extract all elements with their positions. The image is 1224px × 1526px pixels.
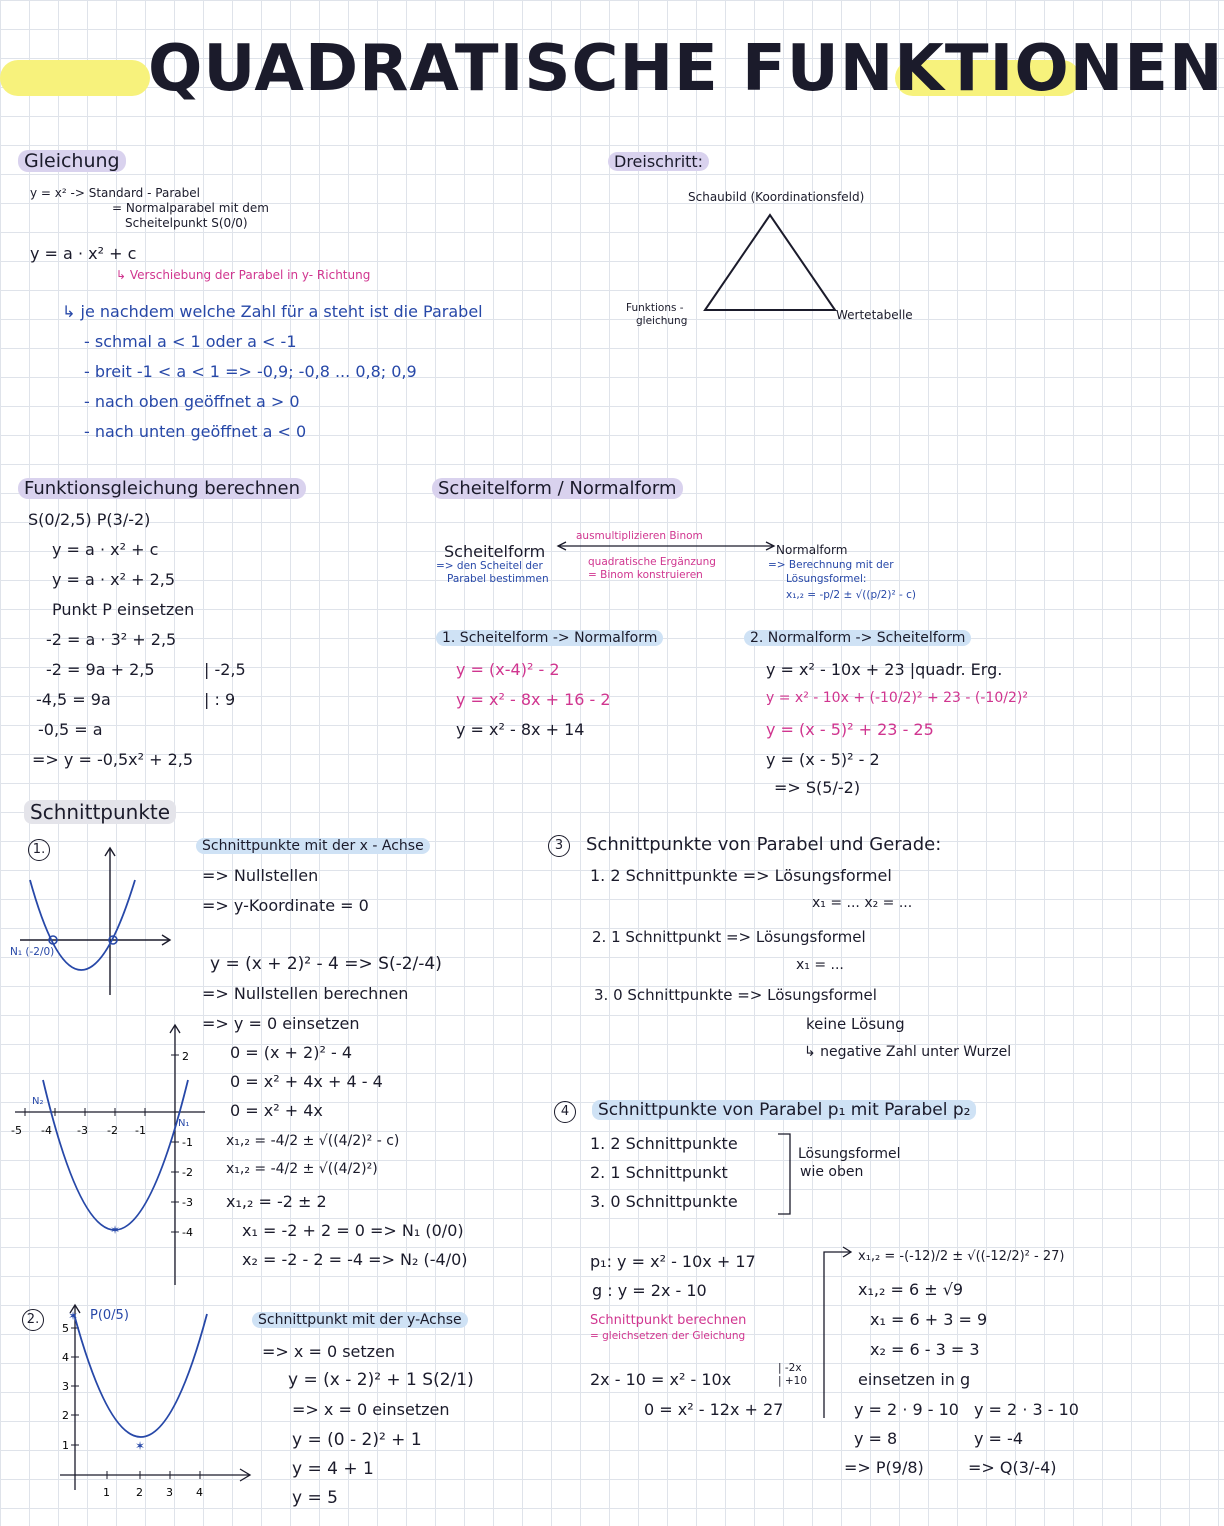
sf-step2-heading: 2. Normalform -> Scheitelform: [744, 630, 971, 646]
svg-text:-3: -3: [77, 1124, 88, 1137]
svg-text:4: 4: [62, 1351, 69, 1364]
gerade-line: 2. 1 Schnittpunkt => Lösungsformel: [592, 928, 866, 946]
gerade-line: x₁ = ...: [796, 957, 844, 973]
xa-line: x₂ = -2 - 2 = -4 => N₂ (-4/0): [242, 1250, 468, 1269]
ya-line: => x = 0 einsetzen: [292, 1400, 450, 1419]
svg-text:✶: ✶: [110, 1223, 121, 1237]
xa-line: x₁,₂ = -2 ± 2: [226, 1192, 327, 1211]
graph-parabola-3: [50, 1300, 260, 1500]
sf-arrow-mid: quadratische Ergänzung: [588, 556, 716, 568]
sf-right: Lösungsformel:: [786, 573, 867, 585]
xachse-heading: Schnittpunkte mit der x - Achse: [196, 838, 430, 854]
svg-text:-2: -2: [182, 1166, 193, 1179]
xa-line: y = (x + 2)² - 4 => S(-2/-4): [210, 954, 442, 974]
parabel-result: x₁ = 6 + 3 = 9: [870, 1310, 988, 1329]
parabel-eq: 2x - 10 = x² - 10x: [590, 1370, 732, 1389]
sf-arrows: [556, 540, 776, 556]
gleichung-line: ↳ Verschiebung der Parabel in y- Richtung: [116, 268, 371, 282]
gleichung-heading: Gleichung: [18, 150, 126, 172]
fg-line: -0,5 = a: [38, 720, 103, 739]
fg-line: y = a · x² + c: [52, 540, 159, 559]
sf-arrow-bot: = Binom konstruieren: [588, 569, 703, 581]
parabel-eq: | -2x: [778, 1362, 802, 1374]
xa-line: 0 = x² + 4x: [230, 1101, 323, 1120]
parabel-p1: p₁: y = x² - 10x + 17: [590, 1252, 756, 1271]
funktionsgleichung-heading: Funktionsgleichung berechnen: [18, 478, 306, 499]
fg-line: | -2,5: [204, 660, 246, 679]
scheitelform-heading: Scheitelform / Normalform: [432, 478, 683, 499]
svg-text:2: 2: [62, 1409, 69, 1422]
graph-parabola-2: [10, 1020, 210, 1290]
number-circle: 2.: [22, 1309, 44, 1331]
parabel-eq: | +10: [778, 1375, 808, 1387]
gleichung-line: - nach unten geöffnet a < 0: [84, 422, 307, 441]
parabel-number: [554, 1100, 582, 1123]
parabel-eq: 0 = x² - 12x + 27: [644, 1400, 784, 1419]
xa-line: => y = 0 einsetzen: [202, 1014, 360, 1033]
fg-line: => y = -0,5x² + 2,5: [32, 750, 194, 769]
title-highlight-left: [0, 60, 150, 96]
svg-text:5: 5: [62, 1322, 69, 1335]
schnittpunkte-heading: Schnittpunkte: [24, 800, 176, 824]
dreischritt-left-label: gleichung: [636, 315, 688, 327]
fg-line: -4,5 = 9a: [36, 690, 111, 709]
parabel-result: x₂ = 6 - 3 = 3: [870, 1340, 980, 1359]
gleichung-line: Scheitelpunkt S(0/0): [125, 216, 248, 230]
sf-step1-line: y = x² - 8x + 16 - 2: [456, 690, 611, 709]
number-circle: 3: [548, 835, 570, 857]
dreischritt-left-label: Funktions -: [626, 302, 684, 314]
sf-step1-text: y = (x-4)² - 2: [456, 660, 560, 679]
xa-line: => Nullstellen berechnen: [202, 984, 409, 1003]
number-circle: 1.: [28, 839, 50, 861]
gerade-line: 1. 2 Schnittpunkte => Lösungsformel: [590, 866, 892, 885]
sf-arrow-top: ausmultiplizieren Binom: [576, 530, 703, 542]
sf-step1-line: y = x² - 8x + 14: [456, 720, 585, 739]
svg-text:-5: -5: [11, 1124, 22, 1137]
xa-line: x₁,₂ = -4/2 ± √((4/2)² - c): [226, 1133, 400, 1149]
dreischritt-right-label: Wertetabelle: [836, 308, 913, 322]
xa-line: 0 = x² + 4x + 4 - 4: [230, 1072, 383, 1091]
sf-left: Scheitelform: [444, 542, 546, 561]
graph1-label: N₁ (-2/0): [10, 946, 55, 958]
svg-text:1: 1: [103, 1486, 110, 1499]
parabel-result: y = -4: [974, 1429, 1023, 1448]
sf-step1-heading: 1. Scheitelform -> Normalform: [436, 630, 663, 646]
parabel-bracket: [776, 1132, 796, 1216]
gleichung-line: = Normalparabel mit dem: [112, 201, 269, 215]
parabel-calc-heading: = gleichsetzen der Gleichung: [590, 1330, 746, 1342]
dreischritt-triangle: [700, 210, 840, 320]
gleichung-line: y = a · x² + c: [30, 244, 137, 263]
gerade-number: [548, 834, 576, 857]
ya-line: => x = 0 setzen: [262, 1342, 396, 1361]
svg-text:N₁: N₁: [178, 1118, 190, 1129]
xa-line: => y-Koordinate = 0: [202, 896, 369, 915]
sf-right: Normalform: [776, 543, 848, 557]
sf-left: => den Scheitel der: [436, 560, 543, 572]
parabel-result: x₁,₂ = -(-12)/2 ± √((-12/2)² - 27): [858, 1249, 1065, 1264]
parabel-result: => Q(3/-4): [968, 1458, 1057, 1477]
ya-line: y = (0 - 2)² + 1: [292, 1430, 422, 1450]
parabel-line: 2. 1 Schnittpunkt: [590, 1163, 728, 1182]
xa-line: => Nullstellen: [202, 866, 319, 885]
gleichung-line: - schmal a < 1 oder a < -1: [84, 332, 297, 351]
dreischritt-heading: Dreischritt:: [608, 152, 709, 171]
svg-text:-3: -3: [182, 1196, 193, 1209]
gerade-line: ↳ negative Zahl unter Wurzel: [804, 1044, 1012, 1060]
svg-text:-2: -2: [107, 1124, 118, 1137]
sf-step2-line: y = x² - 10x + 23 |quadr. Erg.: [766, 660, 1003, 679]
svg-text:1: 1: [62, 1439, 69, 1452]
svg-text:3: 3: [166, 1486, 173, 1499]
fg-line: S(0/2,5) P(3/-2): [28, 510, 151, 529]
svg-text:-4: -4: [182, 1226, 193, 1239]
gerade-line: 3. 0 Schnittpunkte => Lösungsformel: [594, 986, 877, 1004]
gleichung-line: y = x² -> Standard - Parabel: [30, 186, 200, 200]
fg-line: Punkt P einsetzen: [52, 600, 195, 619]
svg-text:✶: ✶: [135, 1439, 146, 1453]
parabel-result: y = 2 · 3 - 10: [974, 1400, 1079, 1419]
parabel-result: einsetzen in g: [858, 1370, 971, 1389]
schnittpunkte-number-2: [22, 1308, 50, 1331]
parabel-result: y = 8: [854, 1429, 898, 1448]
svg-text:3: 3: [62, 1380, 69, 1393]
parabel-result: x₁,₂ = 6 ± √9: [858, 1280, 964, 1299]
yachse-heading: Schnittpunkt mit der y-Achse: [252, 1312, 468, 1328]
fg-line: -2 = 9a + 2,5: [46, 660, 155, 679]
svg-text:-1: -1: [182, 1136, 193, 1149]
svg-text:2: 2: [136, 1486, 143, 1499]
svg-text:4: 4: [196, 1486, 203, 1499]
gerade-line: x₁ = ... x₂ = ...: [812, 895, 913, 911]
parabel-heading: Schnittpunkte von Parabel p₁ mit Parabel p₂: [592, 1100, 976, 1120]
ya-line: y = 5: [292, 1488, 338, 1508]
ya-line: y = (x - 2)² + 1 S(2/1): [288, 1370, 474, 1390]
parabel-calc-heading: Schnittpunkt berechnen: [590, 1313, 747, 1328]
sf-step2-line: => S(5/-2): [774, 778, 861, 797]
parabel-side: Lösungsformel: [798, 1146, 901, 1162]
xa-line: x₁ = -2 + 2 = 0 => N₁ (0/0): [242, 1221, 464, 1240]
fg-line: y = a · x² + 2,5: [52, 570, 176, 589]
gleichung-line: - breit -1 < a < 1 => -0,9; -0,8 ... 0,8; 0,9: [84, 362, 417, 381]
sf-right: x₁,₂ = -p/2 ± √((p/2)² - c): [786, 589, 916, 601]
parabel-result: y = 2 · 9 - 10: [854, 1400, 959, 1419]
sf-step2-line: y = (x - 5)² - 2: [766, 750, 880, 769]
sf-right: => Berechnung mit der: [768, 559, 894, 571]
xa-line: 0 = (x + 2)² - 4: [230, 1043, 353, 1062]
parabel-line: 3. 0 Schnittpunkte: [590, 1192, 738, 1211]
parabel-result-arrow: [810, 1246, 856, 1422]
number-circle: 4: [554, 1101, 576, 1123]
parabel-line: 1. 2 Schnittpunkte: [590, 1134, 738, 1153]
gerade-heading: Schnittpunkte von Parabel und Gerade:: [586, 834, 942, 855]
fg-line: -2 = a · 3² + 2,5: [46, 630, 177, 649]
svg-text:-1: -1: [135, 1124, 146, 1137]
fg-line: | : 9: [204, 690, 236, 709]
parabel-g: g : y = 2x - 10: [592, 1281, 707, 1300]
svg-text:N₂: N₂: [32, 1096, 44, 1107]
graph-parabola-1: [10, 840, 180, 1000]
svg-text:-4: -4: [41, 1124, 52, 1137]
sf-left: Parabel bestimmen: [447, 573, 549, 585]
xa-line: x₁,₂ = -4/2 ± √((4/2)²): [226, 1161, 378, 1177]
graph3-label: P(0/5): [90, 1308, 129, 1323]
sf-step2-line: y = x² - 10x + (-10/2)² + 23 - (-10/2)²: [766, 690, 1028, 706]
gleichung-line: ↳ je nachdem welche Zahl für a steht ist die Parabel: [62, 302, 483, 321]
page-title: QUADRATISCHE FUNKTIONEN: [148, 32, 1224, 106]
svg-text:✶: ✶: [68, 1309, 79, 1323]
sf-step1-line: [456, 660, 560, 679]
gerade-line: keine Lösung: [806, 1015, 905, 1033]
parabel-result: => P(9/8): [844, 1458, 924, 1477]
parabel-side: wie oben: [800, 1164, 864, 1180]
gleichung-line: - nach oben geöffnet a > 0: [84, 392, 300, 411]
sf-step2-line: y = (x - 5)² + 23 - 25: [766, 720, 934, 739]
svg-text:2: 2: [182, 1050, 189, 1063]
dreischritt-top-label: Schaubild (Koordinationsfeld): [688, 190, 865, 204]
ya-line: y = 4 + 1: [292, 1459, 374, 1479]
